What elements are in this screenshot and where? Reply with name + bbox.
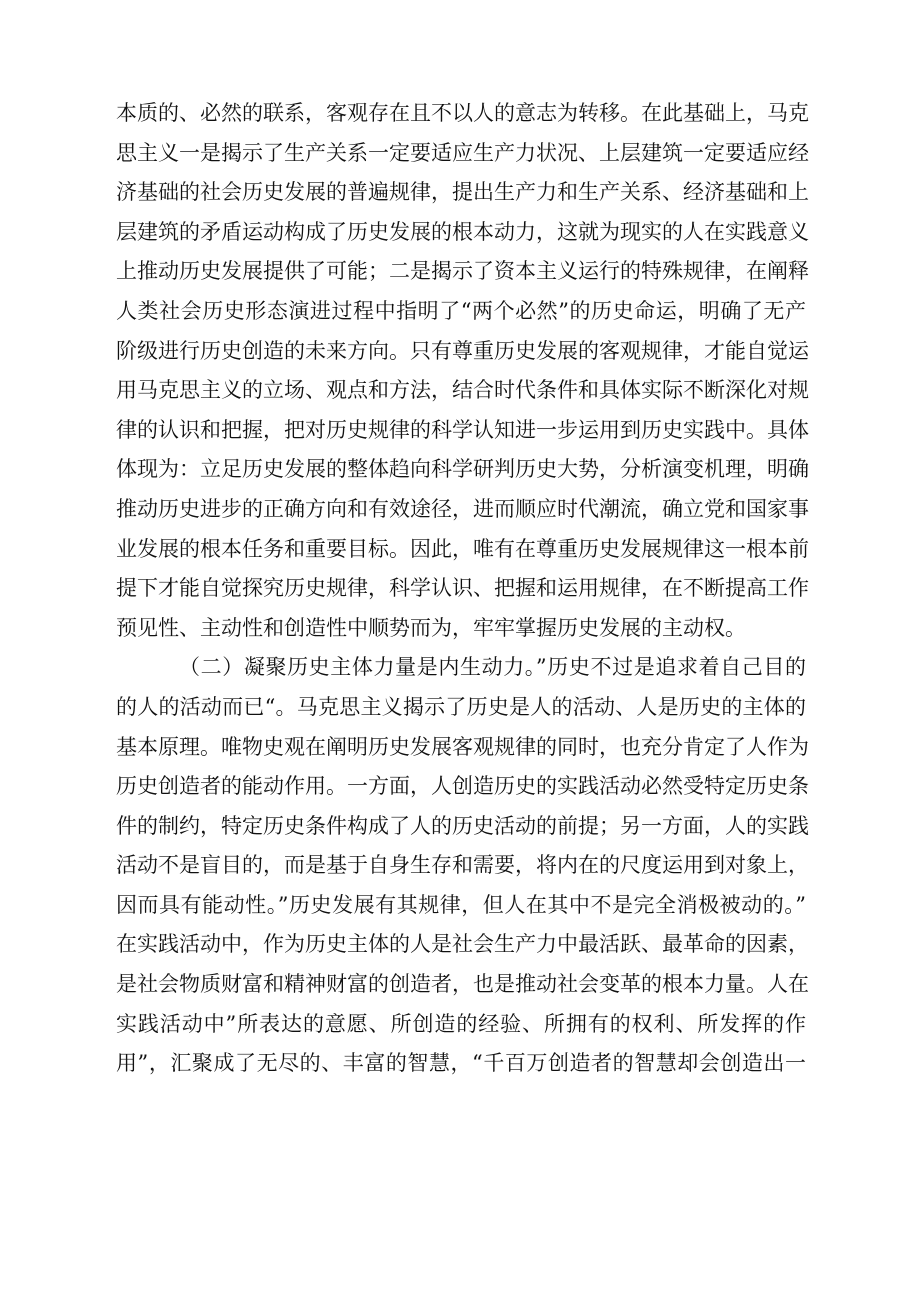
text-line: 律的认识和把握，把对历史规律的科学认知进一步运用到历史实践中。具体 <box>116 417 809 442</box>
text-line: 上推动历史发展提供了可能；二是揭示了资本主义运行的特殊规律，在阐释 <box>116 259 809 284</box>
text-line: 历史创造者的能动作用。一方面，人创造历史的实践活动必然受特定历史条 <box>116 774 809 799</box>
text-line: 用马克思主义的立场、观点和方法，结合时代条件和具体实际不断深化对规 <box>116 378 809 403</box>
text-line: 人类社会历史形态演进过程中指明了“两个必然”的历史命运，明确了无产 <box>116 298 806 323</box>
paragraph-end-line: 预见性、主动性和创造性中顺势而为，牢牢掌握历史发展的主动权。 <box>116 615 746 640</box>
text-line: 件的制约，特定历史条件构成了人的历史活动的前提；另一方面，人的实践 <box>116 813 809 838</box>
text-line: 业发展的根本任务和重要目标。因此，唯有在尊重历史发展规律这一根本前 <box>116 536 809 561</box>
text-line: 因而具有能动性。”历史发展有其规律，但人在其中不是完全消极被动的。” <box>116 892 806 917</box>
body-text <box>116 94 809 1084</box>
text-line: 层建筑的矛盾运动构成了历史发展的根本动力，这就为现实的人在实践意义 <box>116 219 809 244</box>
text-line: 基本原理。唯物史观在阐明历史发展客观规律的同时，也充分肯定了人作为 <box>116 734 809 759</box>
text-line: 的人的活动而已“。马克思主义揭示了历史是人的活动、人是历史的主体的 <box>116 694 806 719</box>
text-line: 用”，汇聚成了无尽的、丰富的智慧，“千百万创造者的智慧却会创造出一 <box>116 1051 806 1076</box>
text-line: 活动不是盲目的，而是基于自身生存和需要，将内在的尺度运用到对象上， <box>116 853 809 878</box>
text-line: 体现为：立足历史发展的整体趋向科学研判历史大势，分析演变机理，明确 <box>116 457 809 482</box>
text-line: 实践活动中”所表达的意愿、所创造的经验、所拥有的权利、所发挥的作 <box>116 1011 806 1036</box>
text-line: 在实践活动中，作为历史主体的人是社会生产力中最活跃、最革命的因素， <box>116 932 809 957</box>
text-line: 本质的、必然的联系，客观存在且不以人的意志为转移。在此基础上，马克 <box>116 101 809 125</box>
text-line: 阶级进行历史创造的未来方向。只有尊重历史发展的客观规律，才能自觉运 <box>116 338 809 363</box>
text-line: 是社会物质财富和精神财富的创造者，也是推动社会变革的根本力量。人在 <box>116 972 809 997</box>
text-line: 思主义一是揭示了生产关系一定要适应生产力状况、上层建筑一定要适应经 <box>116 140 809 165</box>
section-heading-line: （二）凝聚历史主体力量是内生动力。”历史不过是追求着自己目的 <box>179 655 806 680</box>
text-line: 济基础的社会历史发展的普遍规律，提出生产力和生产关系、经济基础和上 <box>116 180 809 205</box>
text-line: 推动历史进步的正确方向和有效途径，进而顺应时代潮流，确立党和国家事 <box>116 496 809 521</box>
text-line: 提下才能自觉探究历史规律，科学认识、把握和运用规律，在不断提高工作 <box>116 576 809 601</box>
